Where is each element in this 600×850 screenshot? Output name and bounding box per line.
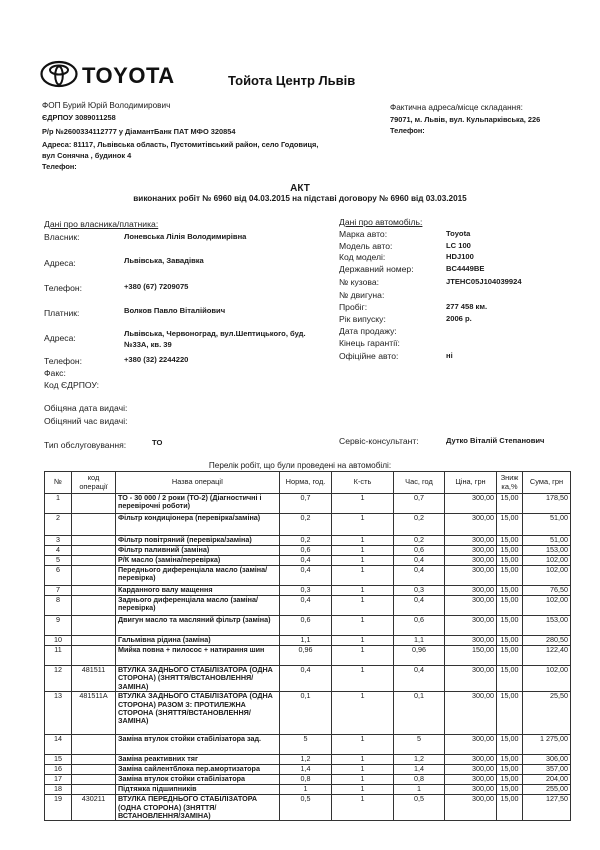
works-cell-time: 0,6 — [394, 616, 445, 636]
col-header: Зниж ка,% — [497, 472, 523, 494]
works-cell-price: 300,00 — [445, 785, 497, 795]
works-cell-qty: 1 — [332, 616, 394, 636]
works-cell-sum: 357,00 — [523, 765, 571, 775]
works-cell-sum: 153,00 — [523, 546, 571, 556]
works-cell-time: 1 — [394, 785, 445, 795]
car-field-label: № двигуна: — [339, 290, 385, 300]
car-field-value: LC 100 — [446, 241, 471, 250]
col-header: Норма, год. — [280, 472, 332, 494]
works-cell-price: 300,00 — [445, 596, 497, 616]
works-cell-sum: 153,00 — [523, 616, 571, 636]
works-cell-norm: 0,1 — [280, 692, 332, 735]
works-cell-price: 300,00 — [445, 616, 497, 636]
works-cell-time: 0,3 — [394, 586, 445, 596]
works-cell-n: 13 — [45, 692, 72, 735]
works-cell-qty: 1 — [332, 586, 394, 596]
works-cell-sum: 102,00 — [523, 556, 571, 566]
service-type-value: ТО — [152, 438, 163, 447]
car-field-label: Офіційне авто: — [339, 351, 399, 361]
works-cell-code — [72, 566, 116, 586]
works-cell-time: 0,5 — [394, 795, 445, 821]
works-cell-n: 9 — [45, 616, 72, 636]
car-field-value: HDJ100 — [446, 252, 474, 261]
works-cell-norm: 0,6 — [280, 616, 332, 636]
works-cell-n: 5 — [45, 556, 72, 566]
toyota-emblem-icon — [40, 60, 78, 88]
works-cell-norm: 0,3 — [280, 586, 332, 596]
owner-label: Власник: — [44, 232, 80, 242]
works-cell-sum: 51,00 — [523, 536, 571, 546]
works-cell-code: 481511 — [72, 666, 116, 692]
works-cell-n: 1 — [45, 494, 72, 514]
works-cell-qty: 1 — [332, 795, 394, 821]
works-cell-price: 300,00 — [445, 755, 497, 765]
works-row — [45, 692, 571, 735]
works-cell-n: 11 — [45, 646, 72, 666]
works-cell-time: 0,96 — [394, 646, 445, 666]
works-cell-disc: 15,00 — [497, 536, 523, 546]
works-cell-name: Заміна втулок стойки стабілізатора зад. — [116, 735, 280, 755]
works-cell-qty: 1 — [332, 765, 394, 775]
works-cell-code: 481511A — [72, 692, 116, 735]
works-cell-code — [72, 586, 116, 596]
works-cell-norm: 0,4 — [280, 566, 332, 586]
works-cell-n: 8 — [45, 596, 72, 616]
works-cell-norm: 1,4 — [280, 765, 332, 775]
site-address-line: 79071, м. Львів, вул. Кульпарківська, 226 — [390, 115, 541, 124]
owner-phone-value: +380 (67) 7209075 — [124, 282, 189, 291]
works-row — [45, 586, 571, 596]
works-cell-name: Фільтр паливний (заміна) — [116, 546, 280, 556]
works-cell-sum: 306,00 — [523, 755, 571, 765]
works-cell-name: ВТУЛКА ЗАДНЬОГО СТАБІЛІЗАТОРА (ОДНА СТОРОНА) (ЗНЯТТЯ/ВСТАНОВЛЕННЯ/ЗАМІНА) — [116, 666, 280, 692]
works-cell-name: Заміна сайлентблока пер.амортизатора — [116, 765, 280, 775]
works-cell-n: 15 — [45, 755, 72, 765]
company-line: Р/р №2600334112777 у ДіамантБанк ПАТ МФО 320854 — [42, 127, 236, 136]
owner-address-value: Львівська, Завадівка — [124, 256, 204, 265]
works-row — [45, 765, 571, 775]
works-cell-code — [72, 765, 116, 775]
works-cell-n: 17 — [45, 775, 72, 785]
col-header: Назва операції — [116, 472, 280, 494]
works-cell-name: Заднього диференціала масло (заміна/перевірка) — [116, 596, 280, 616]
car-heading: Дані про автомобіль: — [339, 217, 423, 227]
service-type-label: Тип обслуговування: — [44, 440, 127, 450]
works-cell-price: 300,00 — [445, 514, 497, 536]
works-cell-price: 300,00 — [445, 692, 497, 735]
works-cell-price: 300,00 — [445, 586, 497, 596]
works-cell-time: 0,7 — [394, 494, 445, 514]
col-header: Час, год — [394, 472, 445, 494]
car-field-value: Toyota — [446, 229, 471, 238]
works-cell-code — [72, 546, 116, 556]
works-cell-name: ВТУЛКА ЗАДНЬОГО СТАБІЛІЗАТОРА (ОДНА СТОРОНА) РАЗОМ З: ПРОТИЛЕЖНА СТОРОНА (ЗНЯТТЯ/ВСТАНОВЛЕННЯ/ЗАМІНА) — [116, 692, 280, 735]
works-row — [45, 556, 571, 566]
works-cell-price: 300,00 — [445, 556, 497, 566]
payer-address-label: Адреса: — [44, 333, 76, 343]
car-field-label: Рік випуску: — [339, 314, 386, 324]
company-line: ФОП Бурий Юрій Володимирович — [42, 101, 171, 110]
works-cell-norm: 0,5 — [280, 795, 332, 821]
works-cell-name: Р/К масло (заміна/перевірка) — [116, 556, 280, 566]
works-cell-norm: 0,7 — [280, 494, 332, 514]
works-row — [45, 666, 571, 692]
consultant-label: Сервіс-консультант: — [339, 436, 419, 446]
works-cell-qty: 1 — [332, 666, 394, 692]
works-row — [45, 514, 571, 536]
works-cell-sum: 102,00 — [523, 666, 571, 692]
works-cell-disc: 15,00 — [497, 646, 523, 666]
company-line: Телефон: — [42, 162, 77, 171]
works-cell-norm: 0,2 — [280, 514, 332, 536]
issue-date-label: Обіцяна дата видачі: — [44, 403, 128, 413]
works-cell-n: 14 — [45, 735, 72, 755]
works-cell-disc: 15,00 — [497, 546, 523, 556]
works-cell-code — [72, 494, 116, 514]
works-cell-disc: 15,00 — [497, 566, 523, 586]
works-cell-norm: 0,8 — [280, 775, 332, 785]
works-cell-qty: 1 — [332, 536, 394, 546]
act-title: АКТ — [290, 183, 310, 194]
works-cell-name: Двигун масло та масляний фільтр (заміна) — [116, 616, 280, 636]
works-cell-time: 0,4 — [394, 666, 445, 692]
car-field-label: Кінець гарантії: — [339, 338, 400, 348]
works-cell-code — [72, 616, 116, 636]
works-cell-norm: 1 — [280, 785, 332, 795]
works-row — [45, 785, 571, 795]
works-cell-code — [72, 636, 116, 646]
works-cell-code — [72, 785, 116, 795]
works-cell-disc: 15,00 — [497, 765, 523, 775]
works-cell-code: 430211 — [72, 795, 116, 821]
works-cell-code — [72, 755, 116, 765]
works-cell-time: 5 — [394, 735, 445, 755]
works-cell-qty: 1 — [332, 514, 394, 536]
consultant-value: Дутко Віталій Степанович — [446, 436, 545, 445]
works-cell-disc: 15,00 — [497, 636, 523, 646]
car-field-value: 277 458 км. — [446, 302, 488, 311]
works-cell-disc: 15,00 — [497, 692, 523, 735]
works-cell-name: Заміна реактивних тяг — [116, 755, 280, 765]
works-cell-sum: 102,00 — [523, 596, 571, 616]
works-cell-n: 18 — [45, 785, 72, 795]
works-cell-qty: 1 — [332, 646, 394, 666]
works-row — [45, 636, 571, 646]
works-header-row — [45, 472, 571, 494]
works-cell-disc: 15,00 — [497, 775, 523, 785]
works-cell-sum: 204,00 — [523, 775, 571, 785]
works-caption: Перелік робіт, що були проведені на автомобілі: — [208, 461, 392, 470]
works-cell-price: 300,00 — [445, 795, 497, 821]
col-header: Сума, грн — [523, 472, 571, 494]
col-header: № — [45, 472, 72, 494]
works-cell-sum: 51,00 — [523, 514, 571, 536]
company-line: вул Сонячна , будинок 4 — [42, 151, 132, 160]
car-field-label: Дата продажу: — [339, 326, 397, 336]
works-cell-price: 300,00 — [445, 666, 497, 692]
works-cell-qty: 1 — [332, 494, 394, 514]
works-cell-time: 1,1 — [394, 636, 445, 646]
works-cell-disc: 15,00 — [497, 514, 523, 536]
works-cell-sum: 102,00 — [523, 566, 571, 586]
owner-value: Лоневська Лілія Володимирівна — [124, 232, 247, 241]
works-cell-n: 4 — [45, 546, 72, 556]
works-cell-time: 0,8 — [394, 775, 445, 785]
works-cell-norm: 0,6 — [280, 546, 332, 556]
car-field-label: Модель авто: — [339, 241, 393, 251]
works-cell-qty: 1 — [332, 596, 394, 616]
works-cell-norm: 0,2 — [280, 536, 332, 546]
works-row — [45, 775, 571, 785]
works-cell-name: Карданного валу мащення — [116, 586, 280, 596]
payer-value: Волков Павло Віталійович — [124, 306, 226, 315]
works-row — [45, 546, 571, 556]
works-cell-n: 3 — [45, 536, 72, 546]
works-cell-disc: 15,00 — [497, 785, 523, 795]
works-row — [45, 494, 571, 514]
center-name: Тойота Центр Львів — [228, 73, 356, 88]
works-cell-time: 1,4 — [394, 765, 445, 775]
works-cell-name: ВТУЛКА ПЕРЕДНЬОГО СТАБІЛІЗАТОРА (ОДНА СТОРОНА) (ЗНЯТТЯ/ВСТАНОВЛЕННЯ/ЗАМІНА) — [116, 795, 280, 821]
works-cell-norm: 1,1 — [280, 636, 332, 646]
company-line: ЄДРПОУ 3089011258 — [42, 113, 116, 122]
issue-time-label: Обіцяний час видачі: — [44, 416, 128, 426]
works-cell-time: 0,2 — [394, 514, 445, 536]
works-cell-price: 300,00 — [445, 636, 497, 646]
works-row — [45, 596, 571, 616]
site-address-line: Фактична адреса/місце складання: — [390, 103, 523, 112]
owner-address-label: Адреса: — [44, 258, 76, 268]
works-row — [45, 616, 571, 636]
payer-address-line: №33А, кв. 39 — [124, 340, 172, 349]
works-cell-qty: 1 — [332, 775, 394, 785]
fax-label: Факс: — [44, 368, 66, 378]
works-cell-time: 0,6 — [394, 546, 445, 556]
works-cell-qty: 1 — [332, 566, 394, 586]
works-cell-time: 0,1 — [394, 692, 445, 735]
col-header: код операції — [72, 472, 116, 494]
works-cell-time: 0,4 — [394, 596, 445, 616]
works-cell-qty: 1 — [332, 735, 394, 755]
payer-address-line: Львівська, Червоноград, вул.Шептицького, буд. — [124, 329, 306, 338]
works-cell-qty: 1 — [332, 636, 394, 646]
works-cell-n: 16 — [45, 765, 72, 775]
works-cell-name: Заміна втулок стойки стабілізатора — [116, 775, 280, 785]
works-cell-n: 19 — [45, 795, 72, 821]
works-cell-qty: 1 — [332, 692, 394, 735]
works-cell-sum: 280,50 — [523, 636, 571, 646]
works-cell-name: Фільтр повітряний (перевірка/заміна) — [116, 536, 280, 546]
works-cell-sum: 255,00 — [523, 785, 571, 795]
works-cell-disc: 15,00 — [497, 616, 523, 636]
payer-phone-value: +380 (32) 2244220 — [124, 355, 189, 364]
car-field-value: 2006 р. — [446, 314, 472, 323]
works-cell-disc: 15,00 — [497, 556, 523, 566]
works-table — [44, 471, 571, 821]
works-cell-code — [72, 775, 116, 785]
car-field-value: BC4449BE — [446, 264, 485, 273]
works-cell-norm: 0,4 — [280, 596, 332, 616]
works-cell-disc: 15,00 — [497, 755, 523, 765]
owner-phone-label: Телефон: — [44, 283, 83, 293]
works-cell-price: 150,00 — [445, 646, 497, 666]
works-cell-qty: 1 — [332, 556, 394, 566]
works-cell-qty: 1 — [332, 755, 394, 765]
works-cell-disc: 15,00 — [497, 795, 523, 821]
company-line: Адреса: 81117, Львівська область, Пустомитівський район, село Годовиця, — [42, 140, 319, 149]
works-cell-n: 10 — [45, 636, 72, 646]
works-cell-n: 6 — [45, 566, 72, 586]
works-cell-n: 12 — [45, 666, 72, 692]
works-row — [45, 536, 571, 546]
works-cell-price: 300,00 — [445, 775, 497, 785]
works-cell-name: Фільтр кондиціонера (перевірка/заміна) — [116, 514, 280, 536]
works-cell-sum: 178,50 — [523, 494, 571, 514]
works-cell-code — [72, 556, 116, 566]
works-cell-sum: 122,40 — [523, 646, 571, 666]
works-row — [45, 646, 571, 666]
brand-wordmark: TOYOTA — [82, 63, 175, 88]
works-cell-code — [72, 514, 116, 536]
works-cell-code — [72, 735, 116, 755]
works-cell-norm: 1,2 — [280, 755, 332, 765]
works-cell-qty: 1 — [332, 546, 394, 556]
works-cell-price: 300,00 — [445, 735, 497, 755]
works-row — [45, 566, 571, 586]
works-cell-price: 300,00 — [445, 765, 497, 775]
works-cell-price: 300,00 — [445, 566, 497, 586]
works-cell-disc: 15,00 — [497, 494, 523, 514]
works-cell-sum: 1 275,00 — [523, 735, 571, 755]
works-cell-name: Гальмівна рідина (заміна) — [116, 636, 280, 646]
works-cell-norm: 5 — [280, 735, 332, 755]
works-cell-time: 0,4 — [394, 556, 445, 566]
works-cell-n: 2 — [45, 514, 72, 536]
works-cell-disc: 15,00 — [497, 586, 523, 596]
payer-label: Платник: — [44, 308, 80, 318]
car-field-label: Марка авто: — [339, 229, 388, 239]
works-cell-norm: 0,96 — [280, 646, 332, 666]
works-cell-name: Підтяжка підшипників — [116, 785, 280, 795]
works-cell-name: Передньогo диференціала масло (заміна/перевірка) — [116, 566, 280, 586]
col-header: К-сть — [332, 472, 394, 494]
works-cell-price: 300,00 — [445, 494, 497, 514]
works-cell-disc: 15,00 — [497, 666, 523, 692]
works-cell-price: 300,00 — [445, 546, 497, 556]
works-cell-price: 300,00 — [445, 536, 497, 546]
car-field-label: № кузова: — [339, 277, 380, 287]
works-cell-code — [72, 646, 116, 666]
works-cell-code — [72, 536, 116, 546]
car-field-label: Пробіг: — [339, 302, 368, 312]
owner-heading: Дані про власника/платника: — [44, 219, 159, 229]
payer-phone-label: Телефон: — [44, 356, 83, 366]
col-header: Ціна, грн — [445, 472, 497, 494]
works-cell-time: 1,2 — [394, 755, 445, 765]
car-field-label: Державний номер: — [339, 264, 414, 274]
works-cell-disc: 15,00 — [497, 596, 523, 616]
works-row — [45, 795, 571, 821]
car-field-label: Код моделі: — [339, 252, 386, 262]
works-cell-time: 0,4 — [394, 566, 445, 586]
works-cell-sum: 76,50 — [523, 586, 571, 596]
works-cell-n: 7 — [45, 586, 72, 596]
works-cell-norm: 0,4 — [280, 666, 332, 692]
works-cell-name: ТО - 30 000 / 2 роки (ТО-2) (Діагностичні і перевірочні роботи) — [116, 494, 280, 514]
works-cell-time: 0,2 — [394, 536, 445, 546]
works-cell-code — [72, 596, 116, 616]
act-subtitle: виконаних робіт № 6960 від 04.03.2015 на підставі договору № 6960 від 03.03.2015 — [133, 194, 467, 203]
site-address-line: Телефон: — [390, 126, 425, 135]
car-field-value: ні — [446, 351, 453, 360]
edrpou-label: Код ЄДРПОУ: — [44, 380, 100, 390]
works-cell-name: Мийка повна + пилосос + натирання шин — [116, 646, 280, 666]
works-row — [45, 735, 571, 755]
works-cell-sum: 127,50 — [523, 795, 571, 821]
works-row — [45, 755, 571, 765]
works-cell-disc: 15,00 — [497, 735, 523, 755]
car-field-value: JTEHC05J104039924 — [446, 277, 522, 286]
works-cell-sum: 25,50 — [523, 692, 571, 735]
works-cell-qty: 1 — [332, 785, 394, 795]
works-cell-norm: 0,4 — [280, 556, 332, 566]
